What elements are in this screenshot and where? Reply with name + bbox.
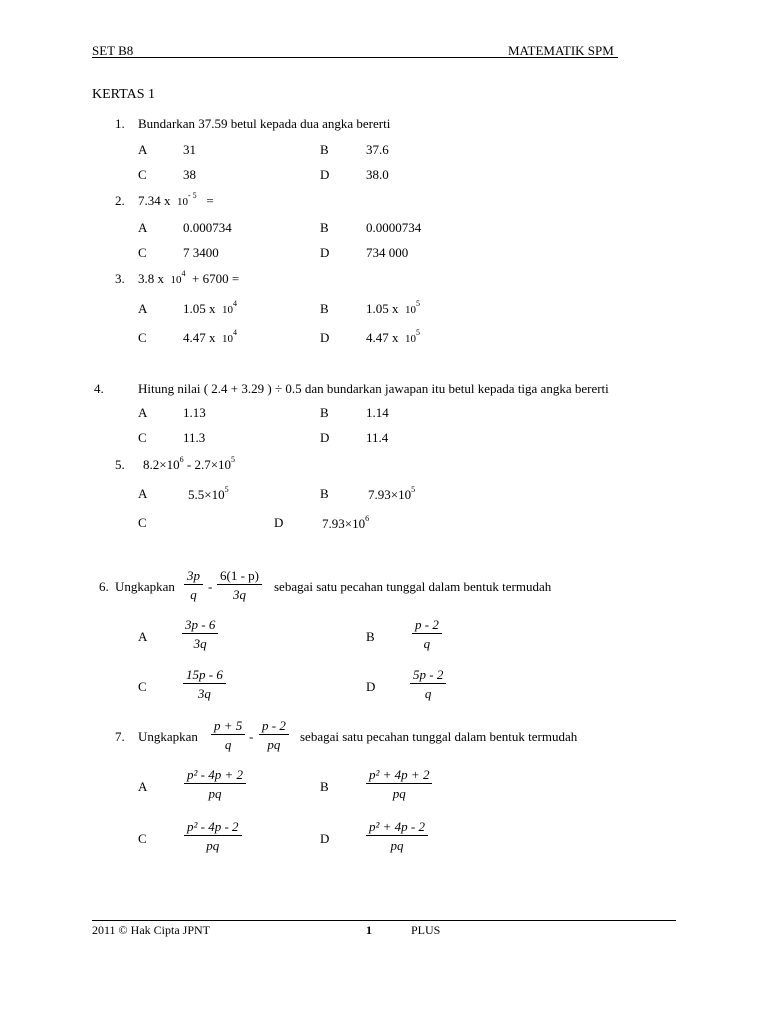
- option-value-a: [182, 618, 218, 650]
- option-value-d: [366, 820, 428, 852]
- question-tail: sebagai satu pecahan tunggal dalam bentuk termudah: [300, 729, 578, 744]
- option-value-c: 38: [183, 167, 196, 182]
- power-base: 10: [222, 333, 233, 345]
- power-exponent: 4: [233, 299, 237, 308]
- option-value-c: [183, 668, 226, 700]
- option-value-a: [183, 299, 237, 316]
- option-value-d: 734 000: [366, 245, 409, 260]
- fraction-2: [217, 569, 262, 601]
- option-value-b: 37.6: [366, 142, 389, 157]
- power-exponent: 5: [416, 328, 420, 337]
- option-value-b: 0.0000734: [366, 220, 422, 235]
- fraction-2: [259, 719, 289, 751]
- coefficient: 3.8 x: [138, 271, 164, 286]
- option-term: 5.5×10: [188, 487, 225, 502]
- option-value-b: 1.14: [366, 405, 389, 420]
- question-number: 5.: [115, 457, 125, 472]
- power-base: 10: [222, 304, 233, 316]
- option-label-d: D: [320, 831, 330, 846]
- power-exponent: 4: [181, 269, 186, 278]
- numerator: 3p: [184, 569, 203, 585]
- header-rule: [92, 57, 618, 58]
- power-base: 10: [405, 304, 416, 316]
- footer-rule: [92, 920, 676, 921]
- option-term: 7.93×10: [322, 516, 366, 531]
- minus-sign: -: [249, 729, 254, 744]
- term-2: 2.7×10: [194, 457, 232, 472]
- question-text: Hitung nilai ( 2.4 + 3.29 ) ÷ 0.5 dan bundarkan jawapan itu betul kepada tiga angka bererti: [138, 381, 609, 396]
- equals: =: [206, 193, 214, 208]
- term-1-exponent: 6: [179, 455, 184, 464]
- option-label-d: D: [320, 430, 330, 445]
- option-label-a: A: [138, 405, 148, 420]
- numerator: p - 2: [412, 618, 442, 634]
- option-label-b: B: [320, 405, 329, 420]
- option-label-c: C: [138, 330, 147, 345]
- power-exponent: 5: [416, 299, 420, 308]
- power-exponent: 4: [233, 328, 237, 337]
- power-base: 10: [177, 196, 188, 208]
- option-label-d: D: [320, 167, 330, 182]
- minus-sign: -: [186, 457, 192, 472]
- header-right: MATEMATIK SPM: [508, 43, 614, 58]
- option-value-c: [183, 328, 237, 345]
- numerator: p + 5: [211, 719, 245, 735]
- option-value-d: 11.4: [366, 430, 389, 445]
- option-label-b: B: [320, 779, 329, 794]
- denominator: 3q: [193, 636, 207, 651]
- option-label-d: D: [320, 330, 330, 345]
- numerator: 6(1 - p): [217, 569, 262, 585]
- option-label-d: D: [320, 245, 330, 260]
- denominator: pq: [206, 838, 220, 853]
- question-lead: Ungkapkan: [115, 579, 175, 594]
- option-exponent: 6: [365, 514, 370, 523]
- footer-copyright: 2011 © Hak Cipta JPNT: [92, 923, 211, 937]
- option-label-c: C: [138, 245, 147, 260]
- denominator: q: [423, 636, 431, 651]
- numerator: 5p - 2: [410, 668, 446, 684]
- fraction-1: [211, 719, 245, 751]
- coefficient: 1.05 x: [183, 301, 216, 316]
- question-lead: Ungkapkan: [138, 729, 198, 744]
- option-label-b: B: [366, 629, 375, 644]
- numerator: 3p - 6: [182, 618, 218, 634]
- addend: + 6700 =: [192, 271, 240, 286]
- option-value-a: 1.13: [183, 405, 206, 420]
- header-left: SET B8: [92, 43, 134, 58]
- page-number: 1: [366, 923, 372, 937]
- question-tail: sebagai satu pecahan tunggal dalam bentuk termudah: [274, 579, 552, 594]
- question-number: 7.: [115, 729, 125, 744]
- denominator: pq: [390, 838, 404, 853]
- power-base: 10: [405, 333, 416, 345]
- option-label-a: A: [138, 301, 148, 316]
- coefficient: 7.34 x: [138, 193, 171, 208]
- option-label-c: C: [138, 679, 147, 694]
- option-label-c: C: [138, 430, 147, 445]
- option-label-d: D: [274, 515, 284, 530]
- term-2-exponent: 5: [231, 455, 236, 464]
- option-value-b: [366, 768, 432, 800]
- denominator: 3q: [197, 686, 211, 701]
- option-label-d: D: [366, 679, 376, 694]
- term-1: 8.2×10: [143, 457, 180, 472]
- option-value-d: [322, 514, 370, 531]
- paper-title: KERTAS 1: [92, 87, 155, 102]
- denominator: 3q: [233, 587, 246, 602]
- option-value-d: [366, 328, 420, 345]
- denominator: q: [224, 737, 232, 752]
- option-value-a: [188, 485, 229, 502]
- coefficient: 4.47 x: [366, 330, 399, 345]
- option-label-b: B: [320, 486, 329, 501]
- denominator: q: [190, 587, 197, 602]
- option-label-b: B: [320, 220, 329, 235]
- option-label-a: A: [138, 142, 148, 157]
- option-value-c: 11.3: [183, 430, 206, 445]
- power-base: 10: [170, 274, 182, 286]
- numerator: p² - 4p - 2: [184, 820, 242, 836]
- option-label-a: A: [138, 220, 148, 235]
- question-expression: [138, 269, 240, 286]
- question-number: 1.: [115, 116, 125, 131]
- option-value-c: 7 3400: [183, 245, 219, 260]
- option-value-a: 31: [183, 142, 196, 157]
- fraction-1: [184, 569, 203, 601]
- coefficient: 1.05 x: [366, 301, 399, 316]
- option-label-c: C: [138, 831, 147, 846]
- numerator: 15p - 6: [183, 668, 226, 684]
- denominator: pq: [208, 786, 222, 801]
- denominator: pq: [392, 786, 406, 801]
- numerator: p² + 4p + 2: [366, 768, 432, 784]
- footer-label: PLUS: [411, 923, 441, 937]
- question-number: 4.: [94, 381, 104, 396]
- option-value-a: 0.000734: [183, 220, 232, 235]
- numerator: p - 2: [259, 719, 289, 735]
- question-number: 6.: [99, 579, 109, 594]
- denominator: q: [424, 686, 432, 701]
- denominator: pq: [267, 737, 281, 752]
- option-label-b: B: [320, 142, 329, 157]
- numerator: p² + 4p - 2: [366, 820, 428, 836]
- numerator: p² - 4p + 2: [184, 768, 246, 784]
- minus-sign: -: [208, 579, 213, 594]
- option-value-d: [410, 668, 446, 700]
- coefficient: 4.47 x: [183, 330, 216, 345]
- question-expression: [143, 455, 236, 472]
- option-label-a: A: [138, 629, 148, 644]
- option-value-b: [412, 618, 442, 650]
- option-value-b: [366, 299, 420, 316]
- option-label-c: C: [138, 515, 147, 530]
- option-value-c: [184, 820, 242, 852]
- question-expression: [138, 191, 214, 208]
- option-label-b: B: [320, 301, 329, 316]
- question-number: 3.: [115, 271, 125, 286]
- question-number: 2.: [115, 193, 125, 208]
- option-value-b: [368, 485, 416, 502]
- option-exponent: 5: [411, 485, 416, 494]
- option-value-a: [184, 768, 246, 800]
- option-label-a: A: [138, 779, 148, 794]
- option-label-c: C: [138, 167, 147, 182]
- option-term: 7.93×10: [368, 487, 412, 502]
- option-exponent: 5: [224, 485, 229, 494]
- power-exponent: - 5: [188, 191, 197, 200]
- option-value-d: 38.0: [366, 167, 389, 182]
- question-text: Bundarkan 37.59 betul kepada dua angka bererti: [138, 116, 391, 131]
- option-label-a: A: [138, 486, 148, 501]
